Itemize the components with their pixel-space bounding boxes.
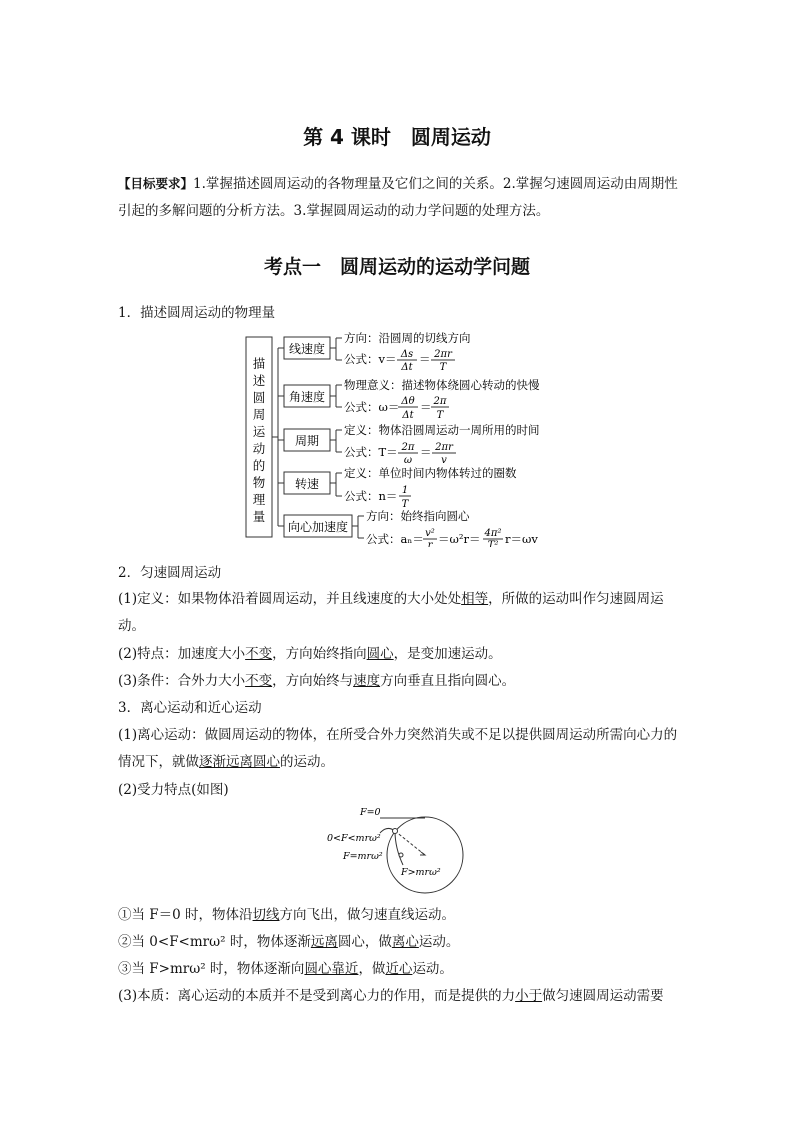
root-char: 的 [252,458,266,473]
paragraph-force-features: (2)受力特点(如图) [118,782,229,798]
label-f-less: 0<F<mrω² [327,833,381,844]
text: 方向垂直且指向圆心。 [380,673,516,689]
text: ，是变加速运动。 [393,646,502,662]
node-desc: 方向：沿圆周的切线方向 [344,332,471,345]
node-label: 周期 [294,434,320,448]
node-label: 角速度 [288,390,326,404]
fraction-denominator: v [441,455,447,466]
fraction-numerator: 2π [401,442,415,453]
root-char: 物 [252,475,266,490]
fraction-numerator: Δθ [401,396,415,407]
underlined-term: 小于 [515,988,543,1004]
fraction-numerator: 4π² [484,528,502,539]
fraction-numerator: 2π [433,396,447,407]
fraction-numerator: 1 [401,485,409,496]
node-desc: 方向：始终指向圆心 [366,509,470,523]
paragraph-definition [118,586,678,640]
underlined-term: 逐渐远离圆心 [199,754,280,770]
formula-prefix: 公式：v＝ [344,352,397,366]
text: 做匀速圆周运动需要 [542,988,664,1004]
fraction-denominator: T² [487,540,499,547]
root-char: 述 [252,373,266,388]
formula-prefix: 公式：aₙ＝ [366,532,424,546]
root-char: 周 [252,407,266,422]
underlined-term: 速度 [353,673,381,689]
item-3-heading: 3．离心运动和近心运动 [118,700,262,716]
centripetal-path [395,831,403,865]
text: 的运动。 [280,754,334,770]
fraction-numerator: v² [425,528,435,539]
node-label: 向心加速度 [287,520,349,534]
object-dot [399,853,403,857]
node-label: 线速度 [288,342,326,356]
object-dot [393,829,398,834]
node-desc: 定义：单位时间内物体转过的圈数 [344,466,517,480]
underlined-term: 不变 [245,673,273,689]
equals: ＝ [419,352,431,366]
page-title: 第 4 课时 圆周运动 [303,125,491,149]
text: ③当 F>mrω² 时，物体逐渐向 [118,961,305,977]
text: ②当 0<F<mrω² 时，物体逐渐 [118,934,311,950]
text: ，方向始终与 [272,673,354,689]
equals: ＝ [420,445,432,459]
formula-tail: r＝ωv [505,532,538,546]
fraction-denominator: Δt [402,410,414,421]
text: ①当 F＝0 时，物体沿 [118,907,253,923]
node-desc: 物理意义：描述物体绕圆心转动的快慢 [344,378,540,392]
text: (2)特点：加速度大小 [118,646,246,662]
fraction-denominator: r [427,540,433,547]
goal-text: 1.掌握描述圆周运动的各物理量及它们之间的关系。2.掌握匀速圆周运动由周期性引起的多解问题的分析方法。3.掌握圆周运动的动力学问题的处理方法。 [118,176,678,219]
fraction-denominator: ω [403,455,413,466]
fraction-numerator: 2πr [435,442,453,453]
fraction-numerator: Δs [400,349,414,360]
text: ，做 [358,961,386,977]
underlined-term: 圆心靠近 [304,961,359,977]
label-f-greater: F>mrω² [401,867,441,878]
root-char: 动 [252,441,266,456]
learning-goals [118,170,678,225]
text: ，所做的运动叫作匀速圆周运动。 [118,591,664,634]
goal-tag: 【目标要求】 [118,176,194,191]
formula-middle: ＝ω²r＝ [438,532,481,546]
underlined-term: 远离 [310,934,338,950]
underlined-term: 相等 [461,591,489,607]
root-char: 运 [252,424,266,439]
text: (1)定义：如果物体沿着圆周运动，并且线速度的大小处处 [118,591,462,607]
formula-prefix: 公式：T＝ [344,445,398,459]
underlined-term: 近心 [385,961,413,977]
root-char: 理 [252,492,266,507]
fraction-denominator: T [401,499,409,510]
section-heading: 考点一 圆周运动的运动学问题 [263,256,530,278]
paragraph-essence [118,983,678,1010]
fraction-denominator: Δt [401,362,413,373]
case-1 [118,902,678,929]
underlined-term: 圆心 [366,646,394,662]
underlined-term: 切线 [252,907,280,923]
quantities-diagram [240,332,570,547]
text: ，方向始终指向 [272,646,367,662]
paragraph-conditions [118,668,678,695]
equals: ＝ [420,400,432,414]
text: 圆心，做 [337,934,392,950]
fraction-denominator: T [439,362,447,373]
text: 方向飞出，做匀速直线运动。 [279,907,456,923]
text: 运动。 [412,961,453,977]
item-2-heading: 2．匀速圆周运动 [118,565,222,581]
radius-line [395,831,425,855]
case-2 [118,929,678,956]
formula-prefix: 公式：n＝ [344,489,398,503]
text: (3)本质：离心运动的本质并不是受到离心力的作用，而是提供的力 [118,988,516,1004]
root-char: 描 [252,356,266,371]
label-f-zero: F=0 [360,807,381,818]
underlined-term: 离心 [391,934,419,950]
label-f-equal: F=mrω² [343,851,383,862]
centrifugal-figure [325,803,470,900]
root-char: 量 [252,509,266,524]
case-3 [118,956,678,983]
fraction-denominator: T [436,410,444,421]
text: (3)条件：合外力大小 [118,673,246,689]
node-label: 转速 [294,477,320,491]
formula-prefix: 公式：ω＝ [344,400,400,414]
text: 运动。 [418,934,460,950]
paragraph-centrifugal [118,722,678,776]
root-char: 圆 [252,390,266,405]
text: (1)离心运动：做圆周运动的物体，在所受合外力突然消失或不足以提供圆周运动所需向心力的情况下，就做 [118,727,678,770]
paragraph-features [118,641,678,668]
fraction-numerator: 2πr [434,349,452,360]
item-1-heading: 1．描述圆周运动的物理量 [118,305,276,321]
underlined-term: 不变 [245,646,273,662]
node-desc: 定义：物体沿圆周运动一周所用的时间 [344,423,540,437]
